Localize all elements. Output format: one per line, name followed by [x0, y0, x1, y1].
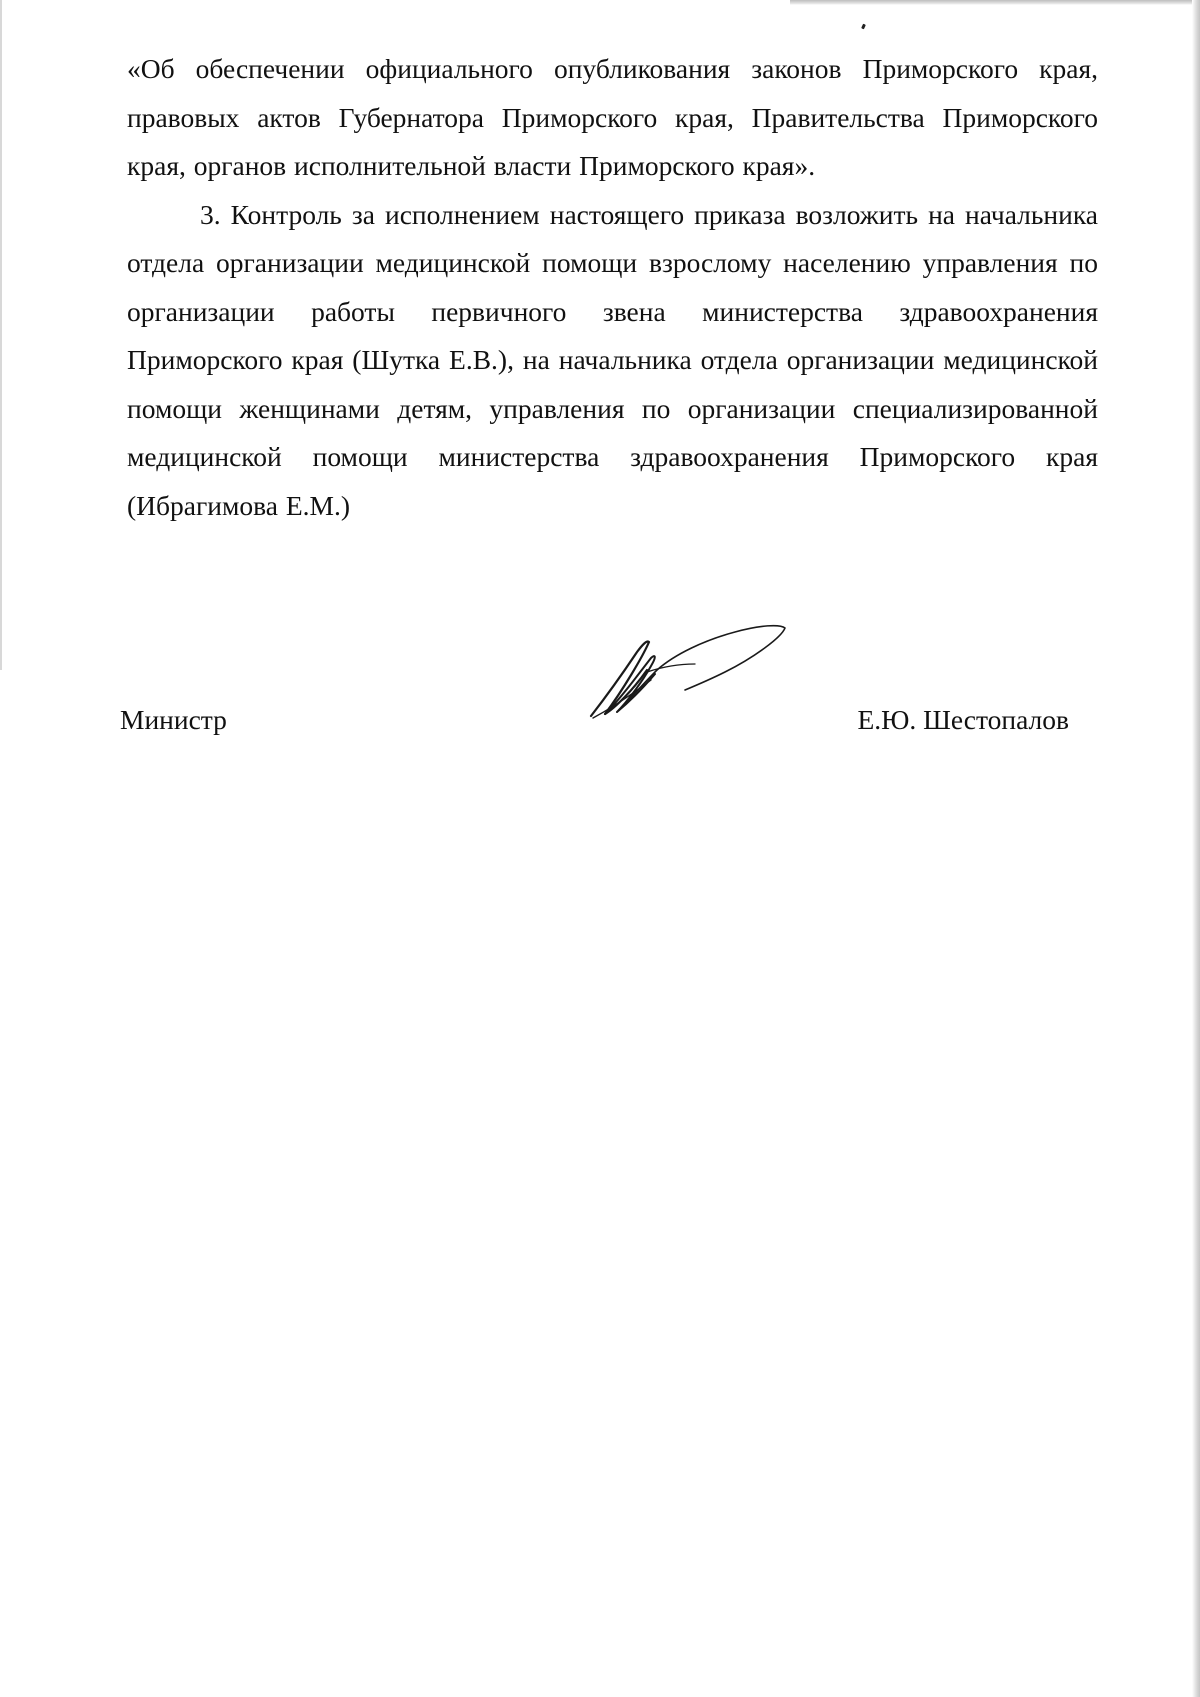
scan-edge-left	[0, 0, 2, 670]
signature-row	[0, 698, 1200, 742]
scan-edge-right	[1192, 0, 1200, 1697]
scan-edge-top	[790, 0, 1200, 5]
signer-title: Министр	[120, 704, 227, 735]
document-body	[127, 45, 1098, 530]
paragraph-item-3: 3. Контроль за исполнением настоящего приказа возложить на начальника отдела организации медицинской помощи взрослому населению управления по организации работы первичного звена министерства здравоохранения Приморского края (Шутка Е.В.), на начальника отдела организации медицинской помощи женщинами детям, управления по организации специализированной медицинской помощи министерства здравоохранения Приморского края (Ибрагимова Е.М.)	[127, 198, 1098, 521]
scan-speck	[861, 24, 866, 30]
paragraph-continuation: «Об обеспечении официального опубликования законов Приморского края, правовых актов Губернатора Приморского края, Правительства Приморского края, органов исполнительной власти Приморского края».	[127, 53, 1098, 181]
signer-name: Е.Ю. Шестопалов	[857, 704, 1069, 735]
